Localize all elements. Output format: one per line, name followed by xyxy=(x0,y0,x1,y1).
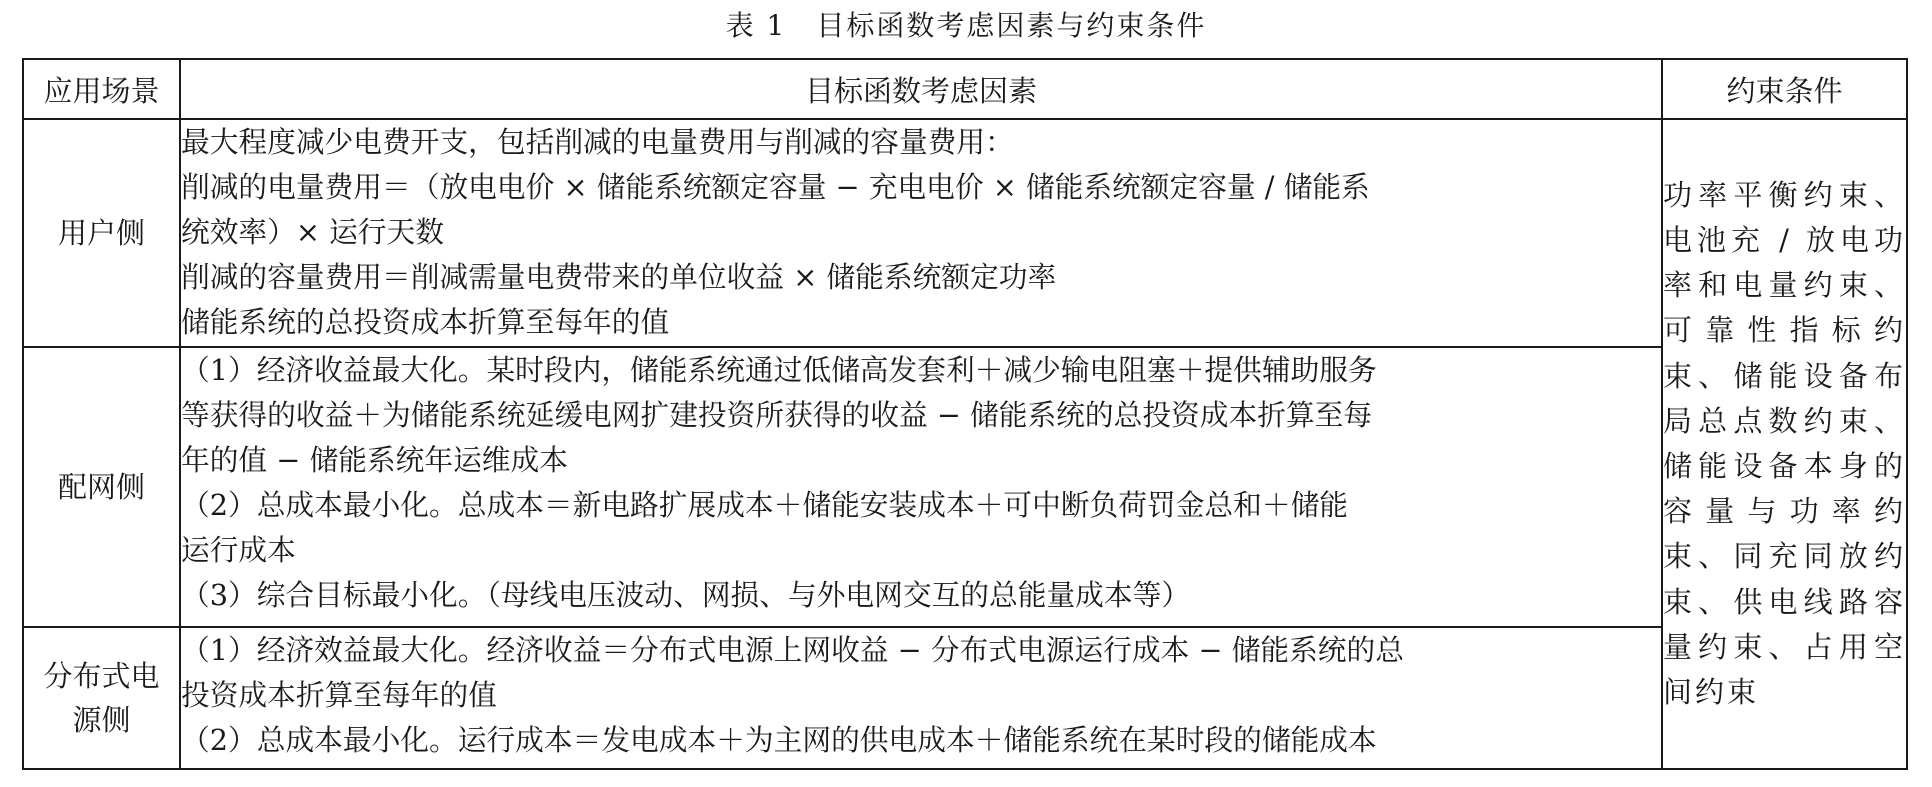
table-row-distribution-side xyxy=(23,347,1907,627)
factors-distributed-generation-side xyxy=(180,627,1662,769)
factor-line: 储能系统的总投资成本折算至每年的值 xyxy=(181,305,670,339)
factor-line: 运行成本 xyxy=(181,533,296,567)
scene-distributed-generation-side xyxy=(23,627,180,769)
factor-line: （1）经济效益最大化。经济收益＝分布式电源上网收益 − 分布式电源运行成本 − 储能系统的总 xyxy=(181,633,1404,667)
table-header-row xyxy=(23,59,1907,119)
factor-line: 等获得的收益＋为储能系统延缓电网扩建投资所获得的收益 − 储能系统的总投资成本折算至每 xyxy=(181,398,1373,432)
factor-line: 投资成本折算至每年的值 xyxy=(181,678,497,712)
factor-line: 年的值 − 储能系统年运维成本 xyxy=(181,443,568,477)
scene-line: 分布式电 xyxy=(43,659,160,693)
factor-line: （1）经济收益最大化。某时段内，储能系统通过低储高发套利＋减少输电阻塞＋提供辅助服务 xyxy=(181,353,1377,387)
header-constraints: 约束条件 xyxy=(1662,59,1907,119)
table-number: 表 1 xyxy=(725,9,787,42)
scene-line: 源侧 xyxy=(72,703,131,737)
factor-line: 削减的容量费用＝削减需量电费带来的单位收益 × 储能系统额定功率 xyxy=(181,260,1057,294)
factor-line: 统效率）× 运行天数 xyxy=(181,215,444,249)
scene-distribution-side: 配网侧 xyxy=(23,347,180,627)
scene-user-side: 用户侧 xyxy=(23,119,180,347)
factor-line: （2）总成本最小化。运行成本＝发电成本＋为主网的供电成本＋储能系统在某时段的储能成本 xyxy=(181,723,1377,757)
factors-constraints-table xyxy=(22,58,1908,770)
factor-line: 削减的电量费用＝（放电电价 × 储能系统额定容量 − 充电电价 × 储能系统额定容量 / 储能系 xyxy=(181,170,1370,204)
factor-line: （3）综合目标最小化。（母线电压波动、网损、与外电网交互的总能量成本等） xyxy=(181,578,1191,612)
table-title: 目标函数考虑因素与约束条件 xyxy=(816,9,1207,42)
factors-distribution-side xyxy=(180,347,1662,627)
factors-user-side xyxy=(180,119,1662,347)
header-factors: 目标函数考虑因素 xyxy=(180,59,1662,119)
header-scene: 应用场景 xyxy=(23,59,180,119)
table-row-distributed-generation-side xyxy=(23,627,1907,769)
table-caption xyxy=(0,0,1932,58)
constraints-cell: 功率平衡约束、电池充 / 放电功率和电量约束、可靠性指标约束、储能设备布局总点数约束、储能设备本身的容量与功率约束、同充同放约束、供电线路容量约束、占用空间约束 xyxy=(1662,119,1907,769)
table-row-user-side xyxy=(23,119,1907,347)
factor-line: （2）总成本最小化。总成本＝新电路扩展成本＋储能安装成本＋可中断负荷罚金总和＋储能 xyxy=(181,488,1349,522)
factor-line: 最大程度减少电费开支，包括削减的电量费用与削减的容量费用： xyxy=(181,125,1014,159)
